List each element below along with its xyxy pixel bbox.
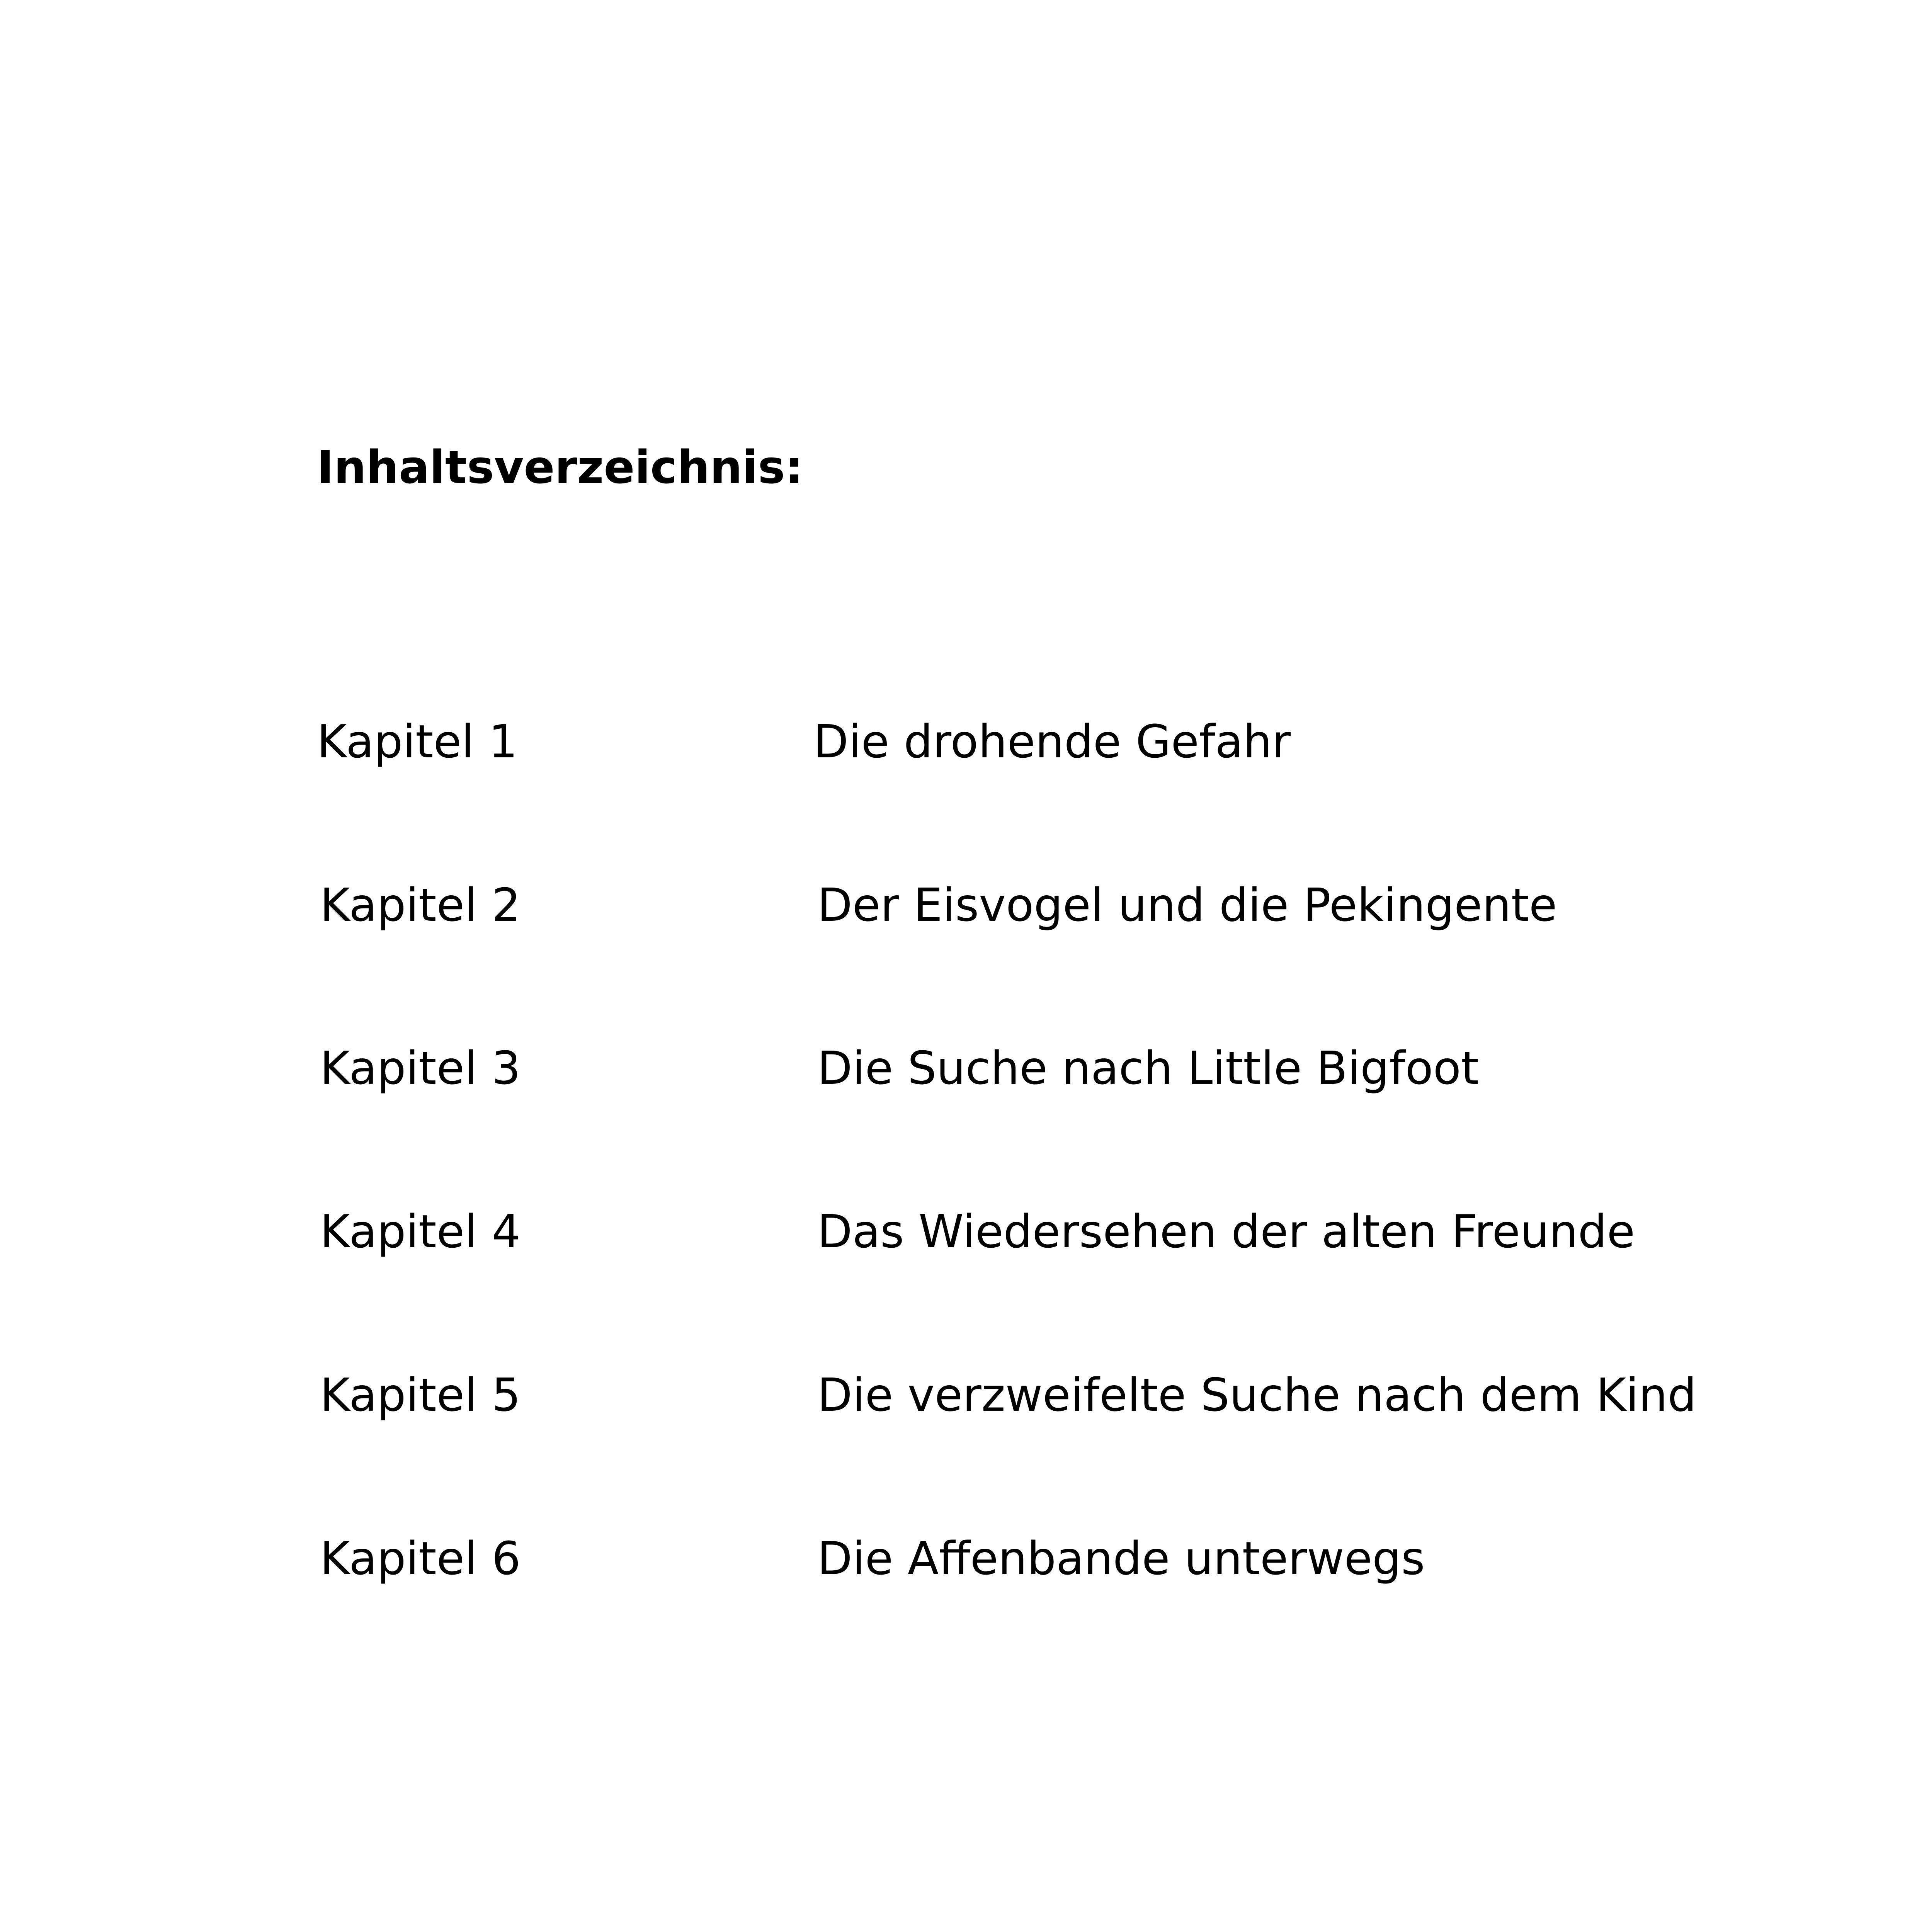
toc-entry xyxy=(0,715,1917,781)
toc-entry xyxy=(0,1532,1917,1597)
chapter-title: Das Wiedersehen der alten Freunde xyxy=(817,1205,1635,1258)
toc-entry xyxy=(0,1205,1917,1270)
toc-entry xyxy=(0,1041,1917,1107)
chapter-label: Kapitel 1 xyxy=(317,715,518,768)
chapter-label: Kapitel 4 xyxy=(320,1205,521,1258)
chapter-title: Die Suche nach Little Bigfoot xyxy=(817,1041,1479,1095)
toc-entry xyxy=(0,1368,1917,1434)
chapter-title: Die verzweifelte Suche nach dem Kind xyxy=(817,1368,1697,1422)
chapter-title: Die drohende Gefahr xyxy=(813,715,1291,768)
chapter-label: Kapitel 6 xyxy=(320,1532,521,1585)
chapter-title: Die Affenbande unterwegs xyxy=(817,1532,1425,1585)
toc-heading: Inhaltsverzeichnis: xyxy=(317,440,803,494)
chapter-label: Kapitel 5 xyxy=(320,1368,521,1422)
chapter-label: Kapitel 2 xyxy=(320,878,521,932)
chapter-title: Der Eisvogel und die Pekingente xyxy=(817,878,1557,932)
chapter-label: Kapitel 3 xyxy=(320,1041,521,1095)
toc-entry xyxy=(0,878,1917,944)
